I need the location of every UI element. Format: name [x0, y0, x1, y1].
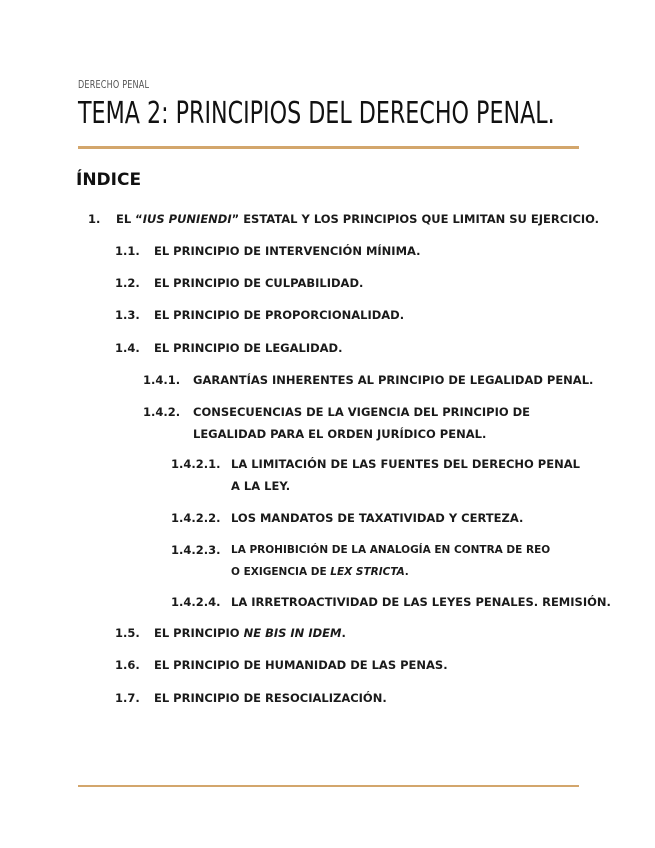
toc-entry-text	[231, 591, 611, 613]
document-kicker: DERECHO PENAL	[78, 78, 150, 91]
toc-entry-number: 1.4.2.	[143, 405, 181, 419]
toc-entry-text-part: .	[404, 566, 409, 578]
toc-entry-text	[154, 654, 614, 676]
footer-divider	[78, 785, 579, 787]
toc-entry-number: 1.4.2.3.	[171, 543, 221, 557]
toc-entry-number: 1.4.2.2.	[171, 511, 221, 525]
toc-entry-text	[231, 453, 591, 497]
toc-entry-number: 1.3.	[115, 308, 140, 322]
toc-entry-text	[154, 304, 614, 326]
toc-entry-number: 1.	[88, 212, 101, 226]
toc-entry-text	[193, 369, 613, 391]
toc-entry-number: 1.4.2.4.	[171, 595, 221, 609]
toc-entry-text	[154, 622, 614, 644]
toc-entry-text-part: EL “	[116, 212, 143, 226]
toc-entry-text-part: EL PRINCIPIO DE RESOCIALIZACIÓN.	[154, 691, 387, 705]
toc-entry-text-part: CONSECUENCIAS DE LA VIGENCIA DEL PRINCIPIO DE LEGALIDAD PARA EL ORDEN JURÍDICO PENAL.	[193, 405, 531, 441]
toc-entry-text-part: EL PRINCIPIO	[154, 626, 244, 640]
toc-entry-text-part: EL PRINCIPIO DE PROPORCIONALIDAD.	[154, 308, 405, 322]
toc-entry-number: 1.5.	[115, 626, 140, 640]
toc-entry-text-part: GARANTÍAS INHERENTES AL PRINCIPIO DE LEGALIDAD PENAL.	[193, 373, 594, 387]
title-divider	[78, 146, 579, 149]
toc-entry-text	[154, 240, 614, 262]
toc-entry-number: 1.1.	[115, 244, 140, 258]
toc-entry-text-part: EL PRINCIPIO DE HUMANIDAD DE LAS PENAS.	[154, 658, 448, 672]
toc-entry-italic-text: IUS PUNIENDI	[142, 212, 232, 226]
toc-entry-text	[116, 208, 616, 230]
toc-entry-text	[193, 401, 593, 445]
toc-entry-number: 1.7.	[115, 691, 140, 705]
toc-entry-text-part: LA IRRETROACTIVIDAD DE LAS LEYES PENALES. REMISIÓN.	[231, 595, 611, 609]
toc-entry-text	[231, 539, 561, 583]
toc-entry-text-part: EL PRINCIPIO DE LEGALIDAD.	[154, 341, 343, 355]
toc-entry-number: 1.4.1.	[143, 373, 181, 387]
toc-entry-number: 1.4.	[115, 341, 140, 355]
page-title: TEMA 2: PRINCIPIOS DEL DERECHO PENAL.	[78, 96, 555, 131]
toc-entry-text-part: EL PRINCIPIO DE CULPABILIDAD.	[154, 276, 364, 290]
index-heading: ÍNDICE	[76, 170, 142, 190]
toc-entry-italic-text: NE BIS IN IDEM	[243, 626, 342, 640]
toc-entry-text-part: LA LIMITACIÓN DE LAS FUENTES DEL DERECHO PENAL A LA LEY.	[231, 457, 580, 493]
toc-entry-text	[154, 272, 614, 294]
toc-entry-text-part: LOS MANDATOS DE TAXATIVIDAD Y CERTEZA.	[231, 511, 524, 525]
toc-entry-text-part: ” ESTATAL Y LOS PRINCIPIOS QUE LIMITAN SU EJERCICIO.	[231, 212, 600, 226]
toc-entry-text-part: EL PRINCIPIO DE INTERVENCIÓN MÍNIMA.	[154, 244, 421, 258]
toc-entry-text	[154, 337, 614, 359]
toc-entry-number: 1.2.	[115, 276, 140, 290]
toc-entry-italic-text: LEX STRICTA	[330, 566, 405, 578]
toc-entry-number: 1.6.	[115, 658, 140, 672]
toc-entry-text	[154, 687, 614, 709]
toc-entry-number: 1.4.2.1.	[171, 457, 221, 471]
toc-entry-text-part: .	[341, 626, 346, 640]
toc-entry-text	[231, 507, 591, 529]
toc-entry-text-part: LA PROHIBICIÓN DE LA ANALOGÍA EN CONTRA DE REO O EXIGENCIA DE	[231, 544, 551, 578]
